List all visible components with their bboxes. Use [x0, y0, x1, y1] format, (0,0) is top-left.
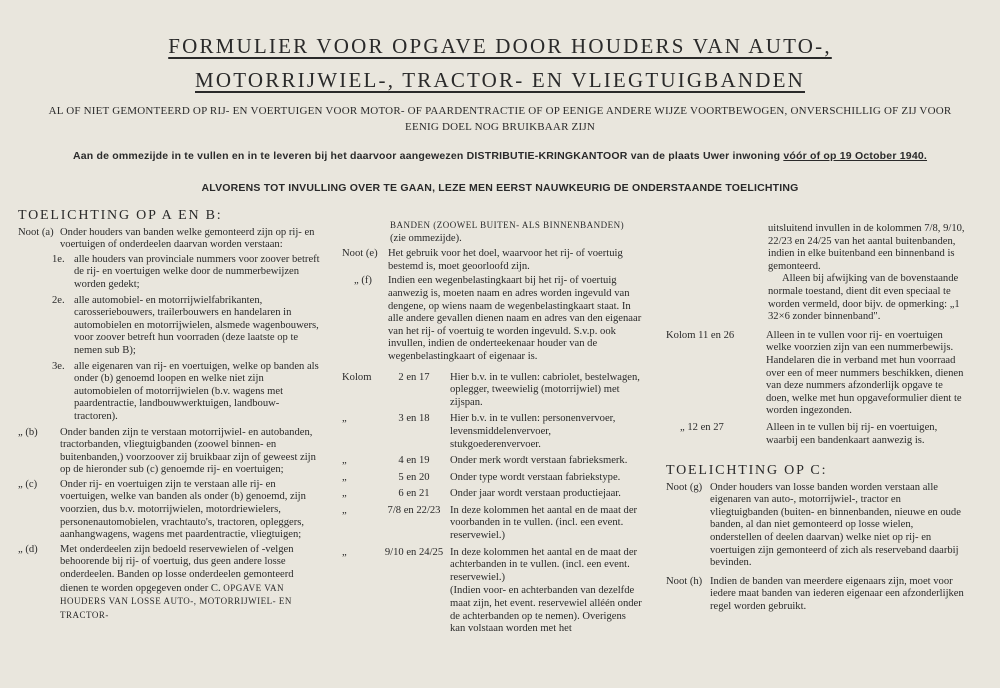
kolom-12 [666, 422, 966, 447]
heading-c: TOELICHTING OP C: [666, 463, 828, 479]
note-e-text: Het gebruik voor het doel, waarvoor het rij- of voertuig bestemd is, moet geoorloofd zijn. [388, 248, 623, 272]
item-1-number: 1e. [52, 253, 65, 265]
note-f-label: „ (f) [354, 275, 372, 287]
parenthetical-text: (Indien voor- en achterbanden van dezelfde maat zijn, het event. reservewiel alléén onder de achterbanden op te nemen). Overigens kan volstaan worden met het [450, 585, 642, 635]
note-e-label: Noot (e) [342, 248, 378, 260]
kolom-cols: 5 en 20 [398, 471, 430, 483]
note-g-text: Onder houders van losse banden worden verstaan alle eigenaren van auto-, motorrijwiel-, tractor en vliegtuigbanden (buiten- en binnenbanden, nieuwe en oude banden, al dan niet gemonteerd op losse wielen, onderstellen of deelen daarvan) welke niet op rij- en voertuigen zijn gemonteerd of zich als reserveband daarbij bevinden. [710, 481, 961, 569]
kolom-11-label: Kolom 11 en 26 [666, 329, 735, 341]
note-d-text: Met onderdeelen zijn bedoeld reservewielen of -velgen behoorende bij rij- of voertuig, dus geen andere losse onderdeelen. Banden op losse onderdeelen gemonteerd dienen te worden opgegeven onder C. [60, 543, 294, 594]
column-middle [342, 219, 642, 636]
kolom-row [342, 455, 642, 468]
kolom-row [342, 547, 642, 585]
kolom-cols: 4 en 19 [398, 455, 430, 467]
kolom-12-label: „ 12 en 27 [680, 421, 724, 433]
ditto-mark: „ [342, 546, 347, 558]
kolom-text: In deze kolommen het aantal en de maat der achterbanden in te vullen. (incl. een event. reservewiel.) [450, 546, 638, 583]
kolom-12-text: Alleen in te vullen bij rij- en voertuigen, waarbij een bandenkaart aanwezig is. [766, 421, 938, 446]
middle-caps: BANDEN (ZOOWEL BUITEN- ALS BINNENBANDEN) [390, 220, 625, 230]
item-2-number: 2e. [52, 294, 65, 306]
kolom-cols: 2 en 17 [398, 371, 430, 383]
subtitle-line2: EENIG DOEL NOG BRUIKBAAR ZIJN [405, 121, 595, 133]
note-a [18, 227, 320, 252]
kolom-11 [666, 330, 966, 418]
ditto-mark: „ [342, 471, 347, 483]
note-d [18, 544, 320, 623]
kolom-cols: 7/8 en 22/23 [387, 504, 441, 516]
note-c-label: „ (c) [18, 478, 38, 490]
instruction-prefix: Aan de ommezijde in te vullen en in te leveren bij het daarvoor aangewezen DISTRIBUTIE-KRINGKANTOOR van de plaats Uwer inwoning [72, 150, 781, 162]
subtitle-line1: AL OF NIET GEMONTEERD OP RIJ- EN VOERTUIGEN VOOR MOTOR- OF PAARDENTRACTIE OF OP EENIGE ANDERE WIJZE VOORTBEWOGEN, ONVERSCHILLIG OF ZIJ VOOR [48, 105, 952, 117]
kolom-label: Kolom [342, 371, 372, 383]
column-left [18, 210, 320, 624]
kolom-row [342, 505, 642, 543]
note-g [666, 482, 966, 570]
right-continuation: uitsluitend invullen in de kolommen 7/8, 9/10, 22/23 en 24/25 van het aantal buitenbanden, indien in elke buitenband een binnenband is gemonteerd. [768, 223, 965, 272]
note-f-text: Indien een wegenbelastingkaart bij het rij- of voertuig aanwezig is, moeten naam en adres worden ingevuld van dengene, op wiens naam de wegenbelastingkaart staat. In alle andere gevallen dienen naam en adres van den eigenaar van het rij- of voertuig te worden ingevuld. S.v.p. ook invullen, indien de onderteekenaar houder van de wegenbelastingkaart of eigenaar is. [388, 275, 642, 362]
right-continuation-2: Alleen bij afwijking van de bovenstaande normale toestand, dient dit even speciaal te worden vermeld, door bijv. de opmerking: „1 32×6 zonder binnenband". [768, 273, 960, 323]
note-b-label: „ (b) [18, 426, 38, 438]
kolom-text: In deze kolommen het aantal en de maat der voorbanden in te vullen. (incl. een event. reservewiel.) [450, 504, 638, 542]
instruction-deadline: vóór of op 19 October 1940. [783, 150, 928, 162]
warning-line: ALVORENS TOT INVULLING OVER TE GAAN, LEZE MEN EERST NAUWKEURIG DE ONDERSTAANDE TOELICHTING [201, 182, 799, 194]
kolom-row [342, 413, 642, 451]
kolom-cols: 9/10 en 24/25 [384, 546, 444, 558]
middle-cont-text: (zie ommezijde). [390, 232, 462, 244]
note-c-text: Onder rij- en voertuigen zijn te verstaan alle rij- en voertuigen, welke van banden als onder (b) genoemd, zijn voorzien, dus b.v. motorrijwielen, motordriewielers, personenautomobielen, vrachtauto's, tractoren, opleggers, aanhangwagens, wagens met paardentractie, vliegtuigen; [60, 478, 306, 541]
note-h-label: Noot (h) [666, 575, 703, 587]
item-2-text: alle automobiel- en motorrijwielfabrikanten, carosseriebouwers, trailerbouwers en handelaren in automobielen en motorrijwielen, alsmede wagenbouwers, voor zoover betreft hun voorraden (deze laatste op te nemen sub B); [74, 294, 319, 356]
note-a-label: Noot (a) [18, 226, 54, 238]
kolom-text: Onder jaar wordt verstaan productiejaar. [450, 488, 621, 500]
note-d-label: „ (d) [18, 543, 38, 555]
ditto-mark: „ [342, 455, 347, 467]
kolom-text: Onder merk wordt verstaan fabrieksmerk. [450, 455, 628, 467]
heading-a-b: TOELICHTING OP A EN B: [18, 208, 223, 223]
kolom-row [342, 488, 642, 501]
item-3-text: alle eigenaren van rij- en voertuigen, welke op banden als onder (b) genoemd loopen en welke niet zijn automobielen of motorrijwielen (b.v. wagens met paardentractie, landbouwwerktuigen, landbouw-tractoren). [74, 360, 319, 422]
column-right [666, 223, 966, 616]
note-d-text-block [60, 544, 320, 623]
ditto-mark: „ [342, 413, 347, 425]
note-h [666, 576, 966, 614]
kolom-row [342, 372, 642, 410]
note-a-text: Onder houders van banden welke gemonteerd zijn op rij- en voertuigen of onderdeelen daarvan worden verstaan: [60, 226, 315, 251]
ditto-mark: „ [342, 504, 347, 516]
note-h-text: Indien de banden van meerdere eigenaars zijn, moet voor iedere maat banden van iederen eigenaar een afzonderlijken regel worden gebruikt. [710, 575, 964, 613]
form-title-line1: FORMULIER VOOR OPGAVE DOOR HOUDERS VAN AUTO-, [168, 34, 832, 58]
item-3-number: 3e. [52, 360, 65, 372]
ditto-mark: „ [342, 488, 347, 500]
note-g-label: Noot (g) [666, 481, 703, 493]
kolom-text: Hier b.v. in te vullen: cabriolet, bestelwagen, oplegger, tweewielig (motorrijwiel) met zijspan. [450, 371, 640, 408]
kolom-cols: 3 en 18 [398, 413, 430, 425]
note-e [342, 248, 642, 273]
kolom-11-text: Alleen in te vullen voor rij- en voertuigen welke voorzien zijn van een nummerbewijs. Handelaren die in verband met hun voorraad over een of meer nummers beschikken, dienen van deze nummers afzonderlijk opgave te doen, welke met hun opgaveformulier dient te worden ingezonden. [766, 329, 964, 417]
note-c [18, 479, 320, 542]
middle-continuation [342, 219, 642, 245]
kolom-text: Hier b.v. in te vullen: personenvervoer, levensmiddelenvervoer, stukgoederenvervoer. [450, 413, 616, 450]
form-title-line2: MOTORRIJWIEL-, TRACTOR- EN VLIEGTUIGBANDEN [195, 68, 805, 92]
note-b-text: Onder banden zijn te verstaan motorrijwiel- en autobanden, tractorbanden, vliegtuigbanden (zoowel binnen- en buitenbanden,) voorzoover zij bruikbaar zijn of geweest zijn op de hieronder sub (c) genoemde rij- en voertuigen; [60, 426, 316, 476]
kolom-text: Onder type wordt verstaan fabriekstype. [450, 471, 621, 483]
note-f [342, 275, 642, 363]
instruction-line [20, 150, 980, 162]
note-d-caps: OPGAVE VAN HOUDERS VAN LOSSE AUTO-, MOTORRIJWIEL- EN TRACTOR- [60, 582, 292, 620]
note-b [18, 427, 320, 477]
note-a-item-3 [18, 361, 320, 424]
note-a-item-2 [18, 295, 320, 358]
kolom-cols: 6 en 21 [398, 488, 430, 500]
note-a-item-1 [18, 254, 320, 292]
kolom-row [342, 472, 642, 485]
item-1-text: alle houders van provinciale nummers voor zoover betreft de rij- en voertuigen welke door de nummerbewijzen worden gedekt; [74, 253, 320, 290]
